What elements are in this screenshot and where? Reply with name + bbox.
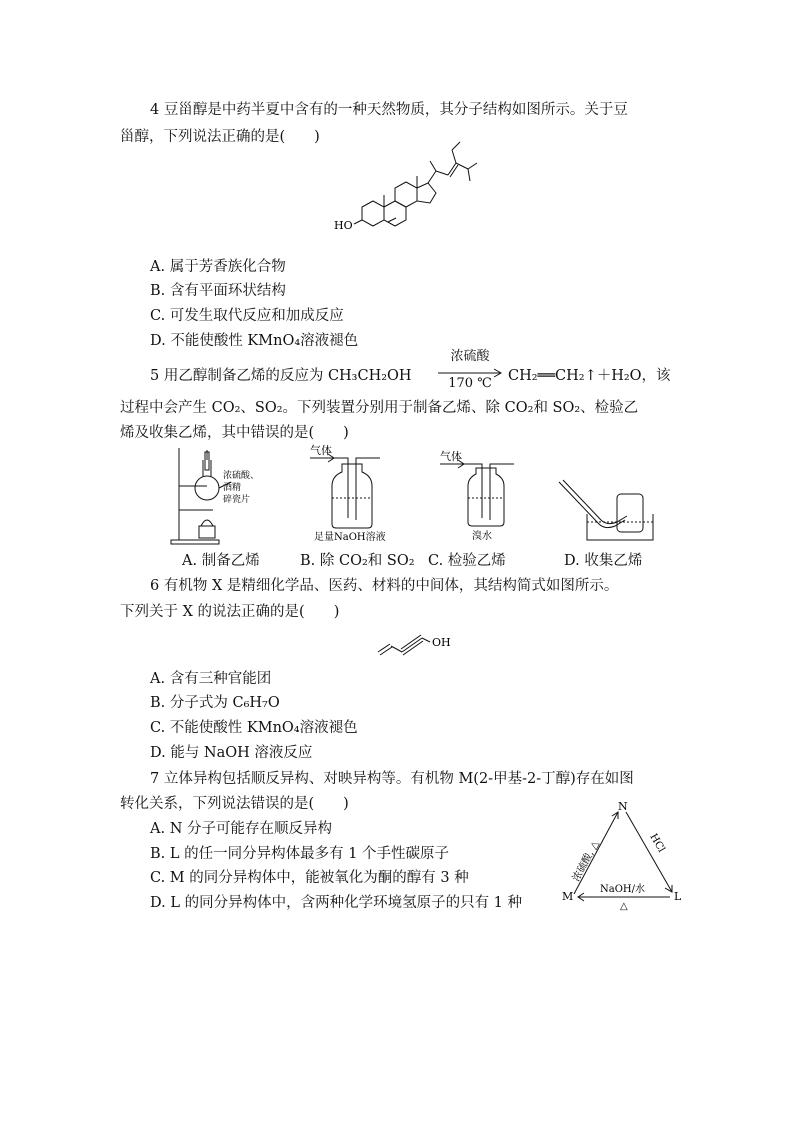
q4-stem-line1: 4 豆甾醇是中药半夏中含有的一种天然物质，其分子结构如图所示。关于豆 (150, 102, 628, 118)
node-m: M (562, 890, 574, 903)
oh-label: OH (432, 636, 451, 649)
caption-c: C. 检验乙烯 (428, 553, 506, 569)
q4-option-d: D. 不能使酸性 KMnO₄溶液褪色 (150, 333, 359, 349)
apparatus-b-naoh-label: 足量NaOH溶液 (314, 532, 386, 543)
q6-stem-line2: 下列关于 X 的说法正确的是( ) (120, 604, 340, 620)
edge-lm-bottom-label: △ (620, 901, 628, 912)
q6-option-b: B. 分子式为 C₆H₇O (150, 695, 280, 711)
q5-stem-line2: 过程中会产生 CO₂、SO₂。下列装置分别用于制备乙烯、除 CO₂和 SO₂、检验乙 (120, 400, 639, 416)
arrow-condition-top: 浓硫酸 (450, 349, 490, 364)
q7-stem-line2: 转化关系，下列说法错误的是( ) (120, 796, 349, 812)
caption-d: D. 收集乙烯 (564, 553, 643, 569)
arrow-condition-bottom: 170 ℃ (448, 376, 492, 391)
caption-b: B. 除 CO₂和 SO₂ (300, 553, 415, 569)
apparatus-c-gas-label: 气体 (440, 450, 462, 463)
apparatus-a-label-2: 酒精 (223, 483, 242, 493)
apparatus-d-collection (555, 478, 665, 548)
q5-stem-line1-pre: 5 用乙醇制备乙烯的反应为 CH₃CH₂OH (150, 368, 412, 384)
q7-option-c: C. M 的同分异构体中，能被氧化为酮的醇有 3 种 (150, 870, 469, 886)
stigmasterol-structure (330, 145, 480, 250)
edge-nl-label: HCl (647, 832, 667, 855)
apparatus-b-gas-label: 气体 (310, 444, 332, 457)
apparatus-c-bromine-bottle (440, 442, 530, 542)
q6-option-a: A. 含有三种官能团 (150, 671, 272, 687)
q7-option-b: B. L 的任一同分异构体最多有 1 个手性碳原子 (150, 846, 450, 862)
ho-label: HO (334, 219, 353, 232)
q4-option-a: A. 属于芳香族化合物 (150, 259, 286, 275)
q7-stem-line1: 7 立体异构包括顺反异构、对映异构等。有机物 M(2-甲基-2-丁醇)存在如图 (150, 771, 634, 787)
compound-x-structure (376, 628, 466, 656)
caption-a: A. 制备乙烯 (182, 553, 260, 569)
q6-stem-line1: 6 有机物 X 是精细化学品、医药、材料的中间体，其结构简式如图所示。 (150, 578, 619, 594)
q4-option-b: B. 含有平面环状结构 (150, 283, 286, 299)
apparatus-a-label-3: 碎瓷片 (223, 495, 251, 505)
edge-mn-label: 浓硫酸, △ (570, 839, 602, 884)
q6-option-d: D. 能与 NaOH 溶液反应 (150, 745, 313, 761)
q6-option-c: C. 不能使酸性 KMnO₄溶液褪色 (150, 720, 358, 736)
q4-stem-line2: 甾醇，下列说法正确的是( ) (120, 129, 320, 145)
conversion-triangle (560, 800, 690, 910)
apparatus-a-label-1: 浓硫酸、 (223, 471, 260, 481)
apparatus-c-bromine-label: 溴水 (472, 531, 492, 542)
q7-option-d: D. L 的同分异构体中，含两种化学环境氢原子的只有 1 种 (150, 895, 523, 911)
q5-stem-line3: 烯及收集乙烯，其中错误的是( ) (120, 425, 349, 441)
apparatus-b-naoh-bottle (300, 442, 400, 542)
node-n: N (618, 800, 628, 813)
edge-lm-top-label: NaOH/水 (600, 884, 645, 895)
q5-stem-line1-post: CH₂══CH₂↑＋H₂O，该 (508, 368, 671, 384)
apparatus-a-preparation (165, 442, 275, 547)
node-l: L (674, 890, 682, 903)
q7-option-a: A. N 分子可能存在顺反异构 (150, 821, 332, 837)
q4-option-c: C. 可发生取代反应和加成反应 (150, 308, 344, 324)
